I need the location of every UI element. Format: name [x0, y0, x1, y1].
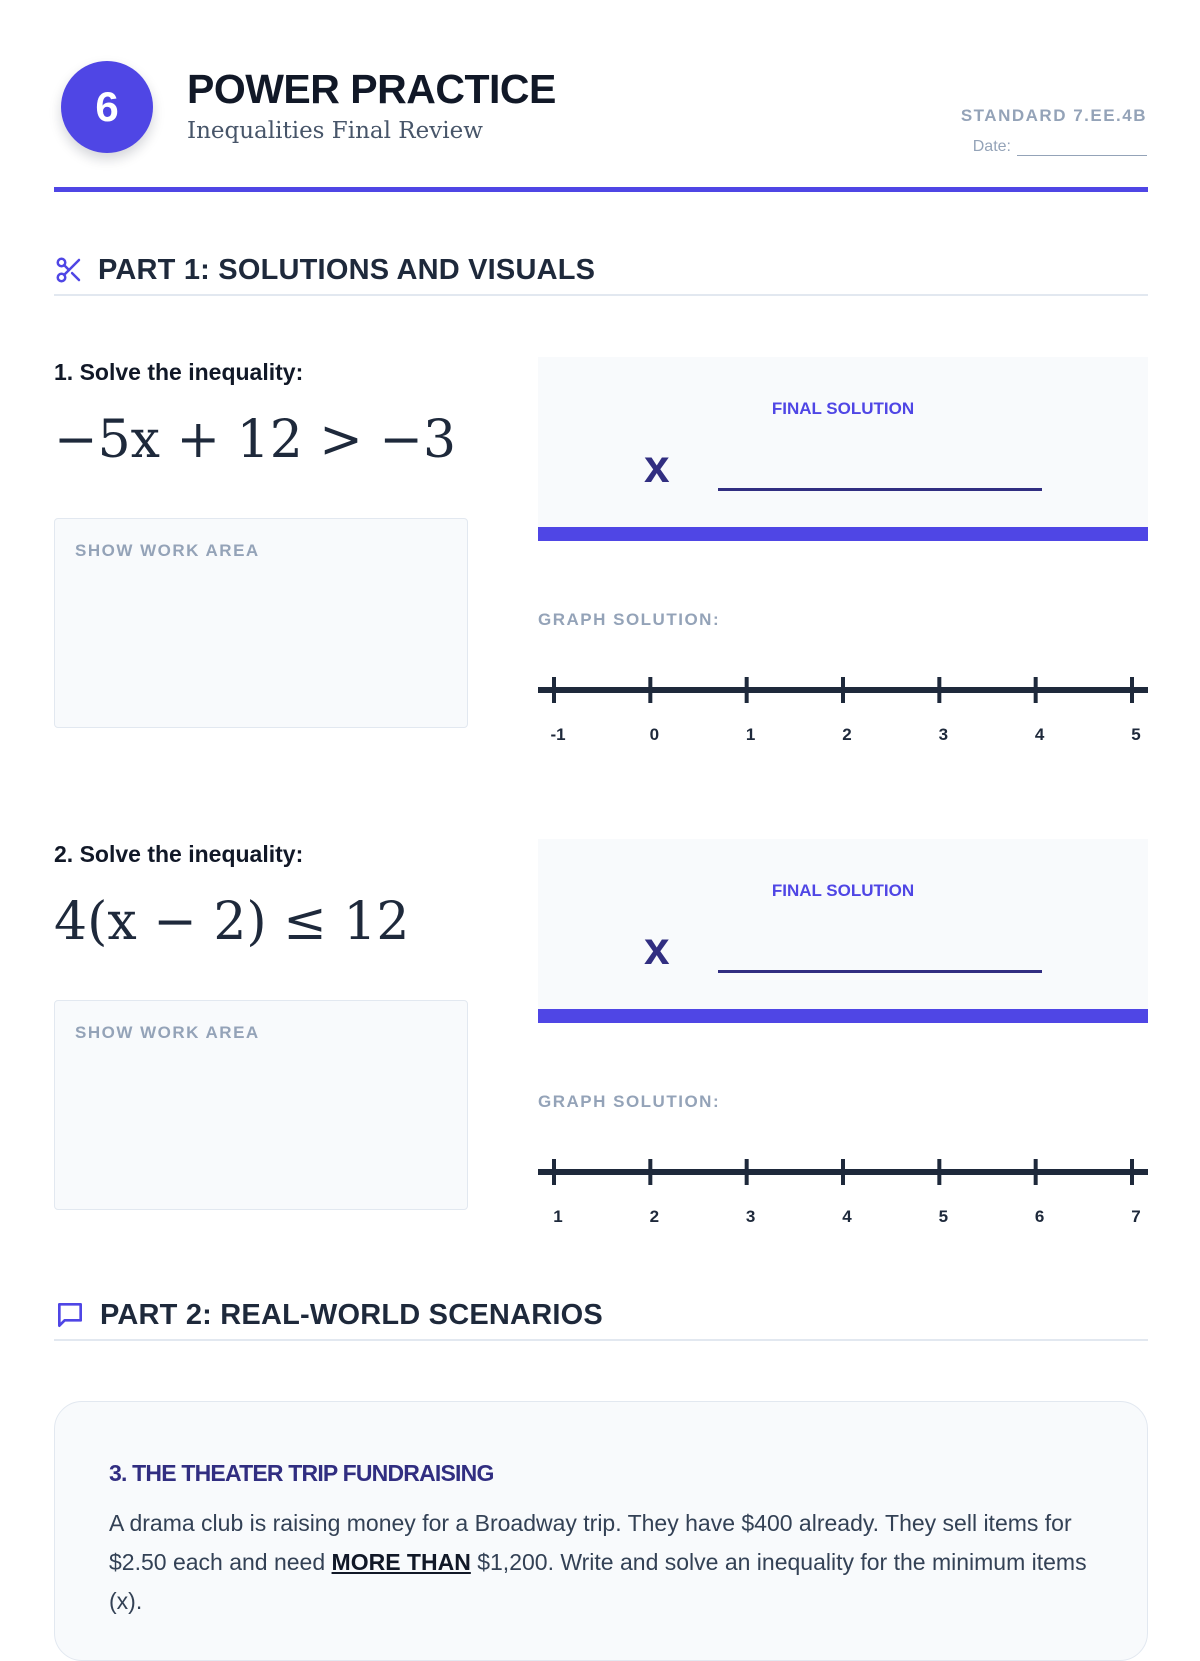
number-line-tick-label: 5	[938, 1207, 949, 1226]
final-solution-label: FINAL SOLUTION	[771, 881, 915, 900]
final-solution-label: FINAL SOLUTION	[771, 399, 915, 418]
number-line-tick-label: 0	[649, 725, 660, 744]
date-field	[973, 138, 1147, 156]
final-solution-bar	[538, 1009, 1148, 1023]
number-line-tick-label: 7	[1131, 1207, 1141, 1226]
standard-code: STANDARD 7.EE.4B	[960, 106, 1147, 125]
answer-blank[interactable]	[718, 488, 1042, 491]
number-line-tick-label: 6	[1034, 1207, 1045, 1226]
work-area-label: SHOW WORK AREA	[75, 1023, 260, 1042]
problem-2-work-area[interactable]	[54, 1000, 468, 1210]
number-line-tick-label: 4	[1034, 725, 1045, 744]
problem-1-number-line[interactable]	[538, 668, 1148, 748]
final-solution-bar	[538, 527, 1148, 541]
number-line-tick-label: 1	[745, 725, 756, 744]
answer-blank[interactable]	[718, 970, 1042, 973]
page-title: POWER PRACTICE	[187, 66, 556, 112]
problem-1-expression: −5x + 12 > −3	[54, 410, 457, 470]
problem-2-final-solution	[538, 839, 1148, 1023]
speech-bubble-icon	[54, 1299, 86, 1331]
problem-1-work-area[interactable]	[54, 518, 468, 728]
number-line-tick-label: 2	[842, 725, 852, 744]
scenario-title: 3. THE THEATER TRIP FUNDRAISING	[109, 1460, 494, 1486]
work-area-label: SHOW WORK AREA	[75, 541, 260, 560]
problem-2-label: 2. Solve the inequality:	[54, 841, 304, 867]
part1-title: PART 1: SOLUTIONS AND VISUALS	[98, 253, 596, 286]
variable-label: x	[644, 922, 670, 974]
problem-2-number-line[interactable]	[538, 1150, 1148, 1230]
number-line-tick-label: -1	[550, 725, 566, 744]
number-line-tick-label: 1	[553, 1207, 563, 1226]
scenario-emphasis: MORE THAN	[331, 1549, 471, 1575]
scenario-card	[54, 1401, 1148, 1661]
page-subtitle: Inequalities Final Review	[187, 118, 483, 144]
grade-badge: 6	[61, 61, 153, 153]
number-line-tick-label: 5	[1131, 725, 1141, 744]
problem-2-expression: 4(x − 2) ≤ 12	[54, 892, 410, 952]
variable-label: x	[644, 440, 670, 492]
scissors-icon	[54, 255, 84, 285]
number-line-tick-label: 2	[649, 1207, 660, 1226]
part2-heading	[54, 1291, 1148, 1341]
problem-1-graph-label: GRAPH SOLUTION:	[538, 610, 721, 629]
problem-1-label: 1. Solve the inequality:	[54, 359, 304, 385]
problem-2-graph-label: GRAPH SOLUTION:	[538, 1092, 721, 1111]
header-divider	[54, 187, 1148, 192]
number-line-tick-label: 3	[745, 1207, 756, 1226]
scenario-text	[109, 1504, 1099, 1621]
date-label: Date:	[972, 138, 1011, 155]
date-blank	[1017, 141, 1147, 156]
number-line-tick-label: 3	[938, 725, 949, 744]
part1-heading	[54, 246, 1148, 296]
scenario-text-before: A drama club is raising money for a Broadway trip. They have $400 already. They sell items for $2.50 each and need	[109, 1510, 1072, 1575]
part2-title: PART 2: REAL-WORLD SCENARIOS	[100, 1298, 603, 1331]
number-line-tick-label: 4	[842, 1207, 852, 1226]
scenario-text-after: $1,200. Write and solve an inequality for the minimum items (x).	[109, 1549, 1087, 1614]
problem-1-final-solution	[538, 357, 1148, 541]
